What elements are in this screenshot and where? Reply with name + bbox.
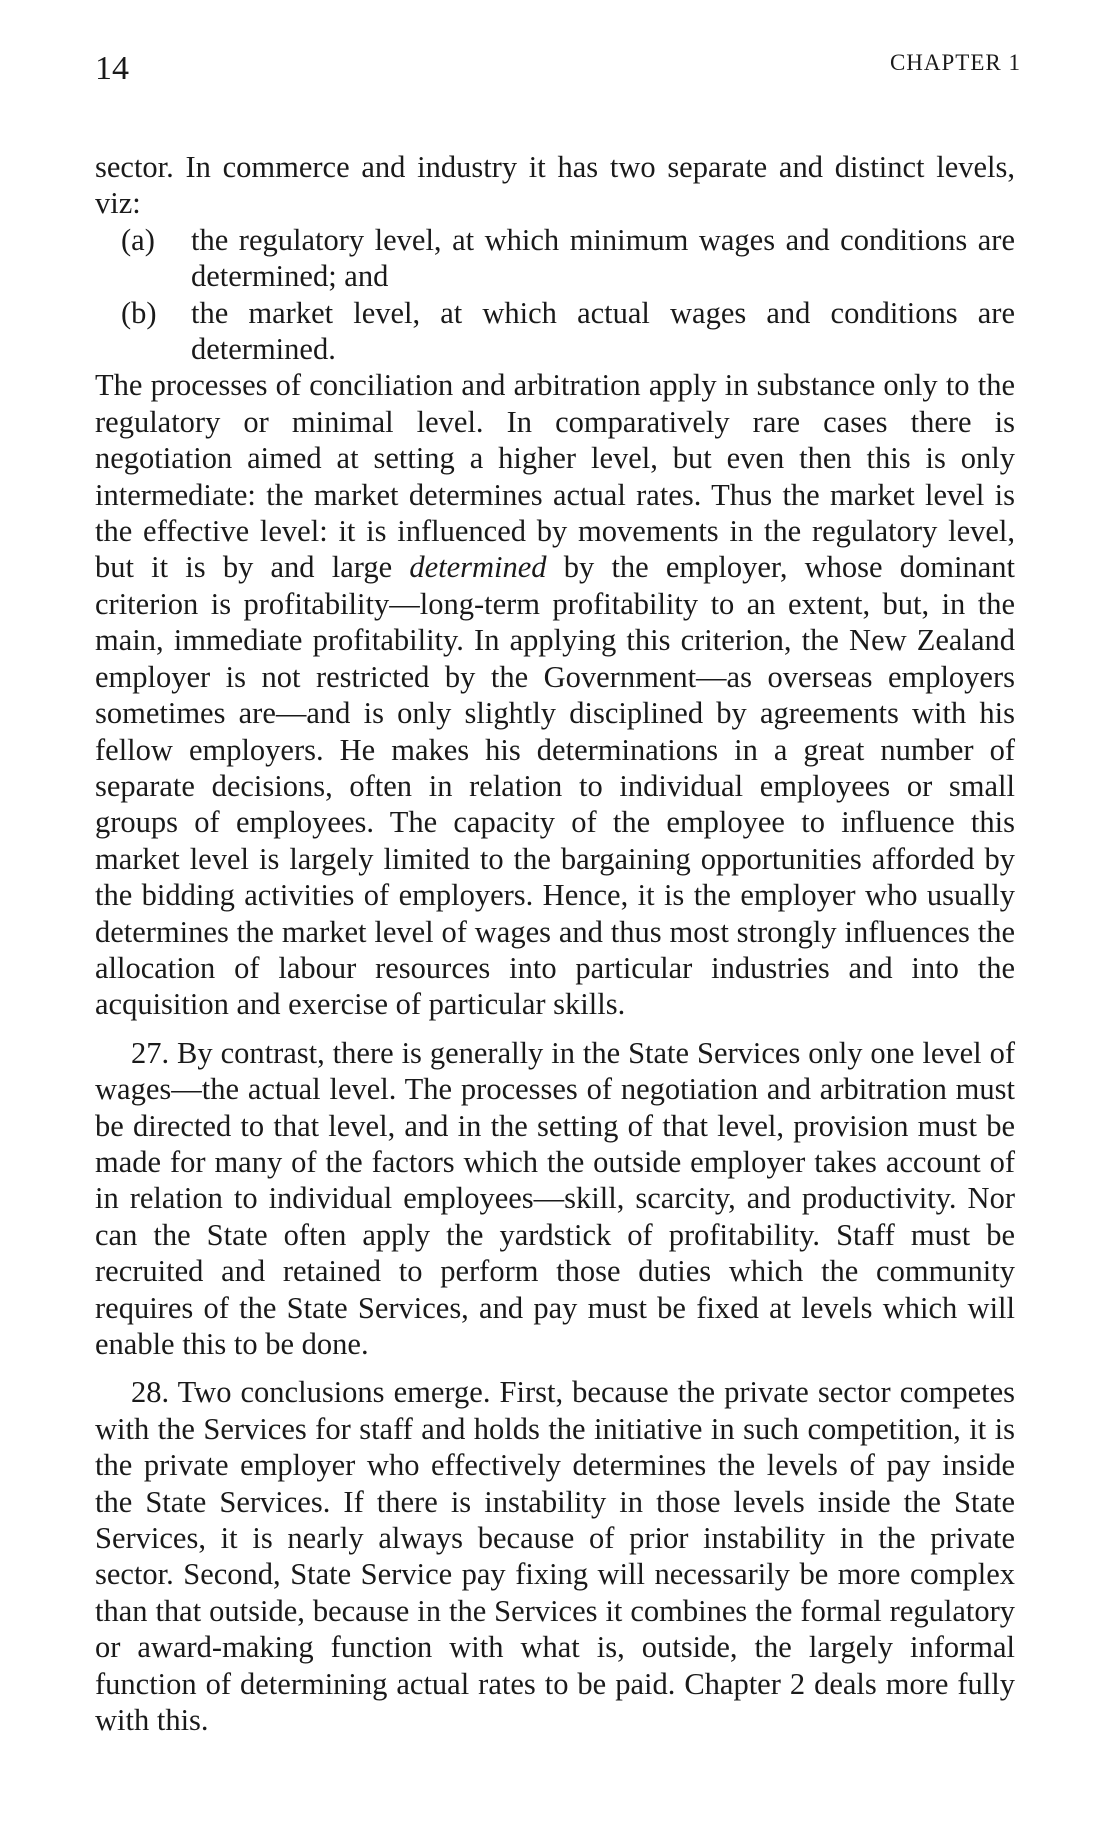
- emphasis-determined: determined: [409, 550, 547, 585]
- page-number: 14: [95, 50, 129, 87]
- list-item-label: (b): [121, 295, 157, 330]
- paragraph-gap: [95, 1362, 1015, 1374]
- list-item-b: [121, 295, 1015, 368]
- list-item-label: (a): [121, 222, 155, 257]
- paragraph-gap: [95, 1023, 1015, 1035]
- paragraph-28: 28. Two conclusions emerge. First, because the private sector competes with the Services for staff and holds the initiative in such competition, it is the private employer who effectively determines the levels of pay inside the State Services. If there is instability in those levels inside the State Services, it is nearly always because of prior instability in the private sector. Second, State Service pay fixing will necessarily be more complex than that outside, because in the Services it combines the formal regulatory or award-making function with what is, outside, the largely informal function of determining actual rates to be paid. Chapter 2 deals more fully with this.: [95, 1375, 1015, 1738]
- chapter-label: CHAPTER 1: [889, 50, 1021, 75]
- paragraph-market-level: [95, 367, 1015, 1022]
- book-page: [95, 30, 1021, 1738]
- body-text: [95, 149, 1015, 1738]
- list-item-text: the market level, at which actual wages and conditions are determined.: [191, 295, 1015, 367]
- list-item-a: [121, 222, 1015, 295]
- paragraph-text: The processes of conciliation and arbitration apply in substance only to the regulatory or minimal level. In comparatively rare cases there is negotiation aimed at setting a higher level, but even then this is only intermediate: the market determines actual rates. Thus the market level is the effective level: it is influenced by movements in the regulatory level, but it is by and large: [95, 368, 1015, 585]
- intro-paragraph: sector. In commerce and industry it has two separate and distinct levels, viz:: [95, 150, 1015, 221]
- running-head: [95, 30, 1021, 90]
- paragraph-text: by the employer, whose dominant criterion is profitability—long-term profitability to an extent, but, in the main, immediate profitability. In applying this criterion, the New Zealand employer is not restricted by the Government—as overseas employers sometimes are—and is only slightly disciplined by agreements with his fellow employers. He makes his determinations in a great number of separate decisions, often in relation to individual employees or small groups of employees. The capacity of the employee to influence this market level is largely limited to the bargaining opportunities afforded by the bidding activities of employers. Hence, it is the employer who usually determines the market level of wages and thus most strongly influences the allocation of labour resources into particular industries and into the acquisition and exercise of particular skills.: [95, 550, 1015, 1022]
- paragraph-27: 27. By contrast, there is generally in the State Services only one level of wages—the actual level. The processes of negotiation and arbitration must be directed to that level, and in the setting of that level, provision must be made for many of the factors which the outside employer takes account of in relation to individual employees—skill, scarcity, and productivity. Nor can the State often apply the yardstick of profitability. Staff must be recruited and retained to perform those duties which the community requires of the State Services, and pay must be fixed at levels which will enable this to be done.: [95, 1035, 1015, 1361]
- list-item-text: the regulatory level, at which minimum wages and conditions are determined; and: [191, 222, 1015, 294]
